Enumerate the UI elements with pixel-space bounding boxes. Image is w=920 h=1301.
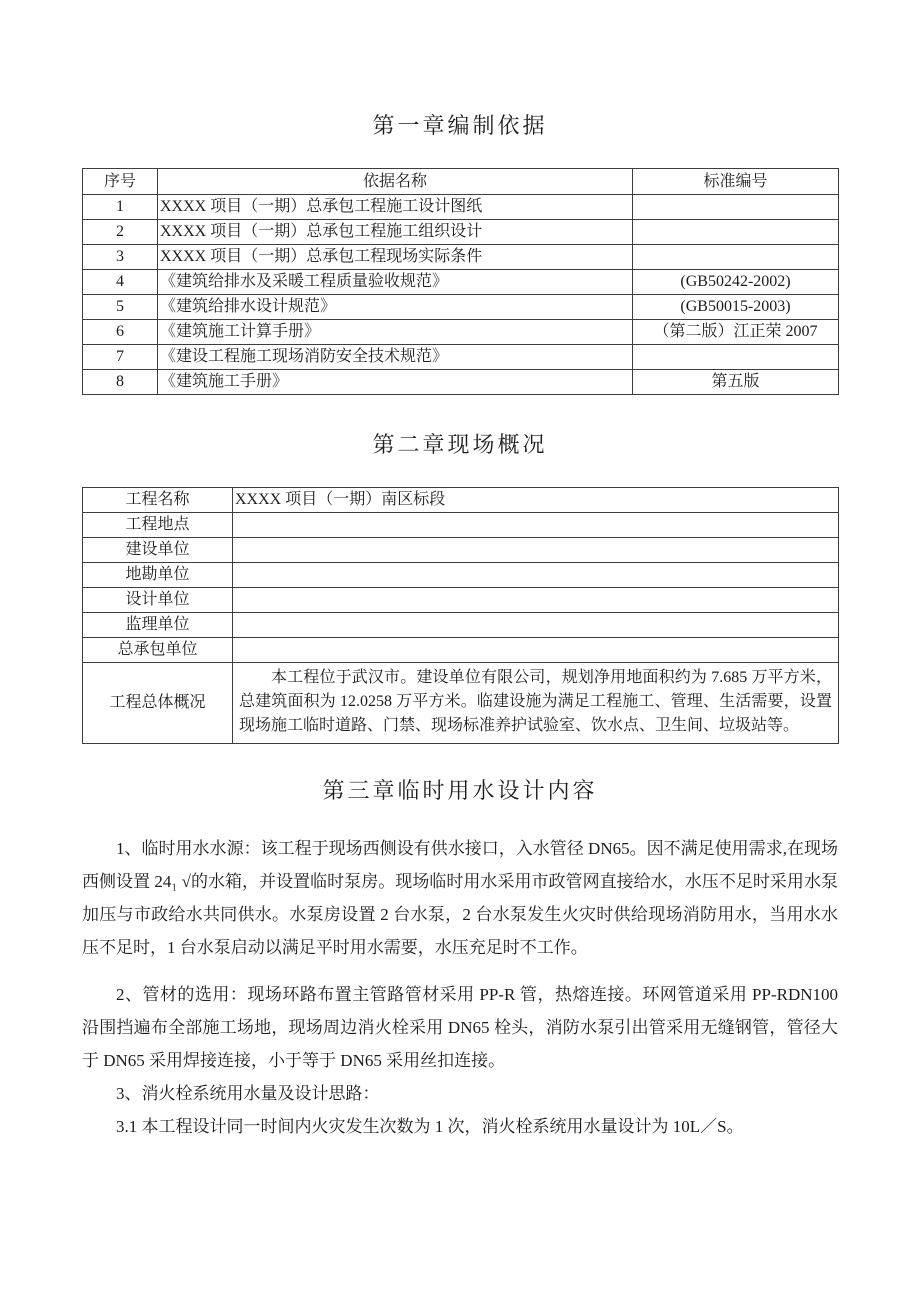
cell-basis-name: 《建筑施工手册》 [158,370,633,395]
cell-seq: 2 [83,220,158,245]
table-row [83,513,839,538]
cell-basis-name: XXXX 项目（一期）总承包工程现场实际条件 [158,245,633,270]
header-std-code: 标准编号 [633,169,839,195]
overview-paragraph: 本工程位于武汉市。建设单位有限公司，规划净用地面积约为 7.685 万平方米，总建筑面积为 12.0258 万平方米。临建设施为满足工程施工、管理、生活需要，设置现场施工临时道路、门禁、现场标准养护试验室、饮水点、卫生间、垃圾站等。 [239,669,832,734]
chapter2-title: 第二章现场概况 [372,432,548,457]
field-value: XXXX 项目（一期）南区标段 [233,488,839,513]
chapter3-body [82,832,838,1143]
cell-seq: 8 [83,370,158,395]
cell-seq: 7 [83,345,158,370]
table-row [83,588,839,613]
cell-basis-name: 《建筑给排水设计规范》 [158,295,633,320]
paragraph-water-source: 1、临时用水水源：该工程于现场西侧设有供水接口，入水管径 DN65。因不满足使用需求,在现场西侧设置 24₁ √的水箱，并设置临时泵房。现场临时用水采用市政管网直接给水，水压不足时采用水泵加压与市政给水共同供水。水泵房设置 2 台水泵，2 台水泵发生火灾时供给现场消防用水，当用水水压不足时，1 台水泵启动以满足平时用水需要，水压充足时不工作。 [82,839,838,957]
field-value [233,638,839,663]
header-basis-name: 依据名称 [158,169,633,195]
table-row [83,563,839,588]
cell-seq: 1 [83,195,158,220]
cell-basis-name: 《建筑给排水及采暖工程质量验收规范》 [158,270,633,295]
table-row [83,345,839,370]
basis-table-header-row [83,169,839,195]
cell-seq: 6 [83,320,158,345]
cell-std-code [633,345,839,370]
field-value-overview [233,663,839,744]
cell-basis-name: XXXX 项目（一期）总承包工程施工设计图纸 [158,195,633,220]
field-label: 工程地点 [83,513,233,538]
cell-std-code: 第五版 [633,370,839,395]
cell-std-code [633,245,839,270]
field-value [233,563,839,588]
table-row [83,370,839,395]
cell-basis-name: 《建设工程施工现场消防安全技术规范》 [158,345,633,370]
field-label: 总承包单位 [83,638,233,663]
cell-seq: 4 [83,270,158,295]
cell-seq: 3 [83,245,158,270]
basis-table [82,168,839,395]
table-row [83,195,839,220]
field-label: 设计单位 [83,588,233,613]
field-label: 监理单位 [83,613,233,638]
site-overview-table [82,487,839,744]
table-row [83,220,839,245]
document-page [82,0,838,1143]
table-row [83,613,839,638]
cell-std-code: (GB50242-2002) [633,270,839,295]
chapter3-title: 第三章临时用水设计内容 [322,778,598,803]
cell-basis-name: XXXX 项目（一期）总承包工程施工组织设计 [158,220,633,245]
cell-std-code: （第二版）江正荣 2007 [633,320,839,345]
field-label: 工程总体概况 [83,663,233,744]
table-row [83,245,839,270]
field-label: 地勘单位 [83,563,233,588]
paragraph-pipe-material: 2、管材的选用：现场环路布置主管路管材采用 PP-R 管，热熔连接。环网管道采用 PP-RDN100 沿围挡遍布全部施工场地，现场周边消火栓采用 DN65 栓头，消防水泵引出管采用无缝钢管，管径大于 DN65 采用焊接连接，小于等于 DN65 采用丝扣连接。 [82,985,838,1070]
cell-basis-name: 《建筑施工计算手册》 [158,320,633,345]
table-row-overview [83,663,839,744]
table-row [83,320,839,345]
field-value [233,613,839,638]
cell-seq: 5 [83,295,158,320]
table-row [83,270,839,295]
paragraph-hydrant-heading: 3、消火栓系统用水量及设计思路： [116,1084,380,1103]
cell-std-code [633,220,839,245]
paragraph-hydrant-detail: 3.1 本工程设计同一时间内火灾发生次数为 1 次，消火栓系统用水量设计为 10L／S。 [116,1117,744,1136]
chapter1-title: 第一章编制依据 [372,113,548,138]
field-value [233,513,839,538]
field-value [233,588,839,613]
cell-std-code [633,195,839,220]
table-row [83,488,839,513]
table-row [83,638,839,663]
field-label: 工程名称 [83,488,233,513]
field-label: 建设单位 [83,538,233,563]
field-value [233,538,839,563]
table-row [83,295,839,320]
header-seq: 序号 [83,169,158,195]
cell-std-code: (GB50015-2003) [633,295,839,320]
table-row [83,538,839,563]
